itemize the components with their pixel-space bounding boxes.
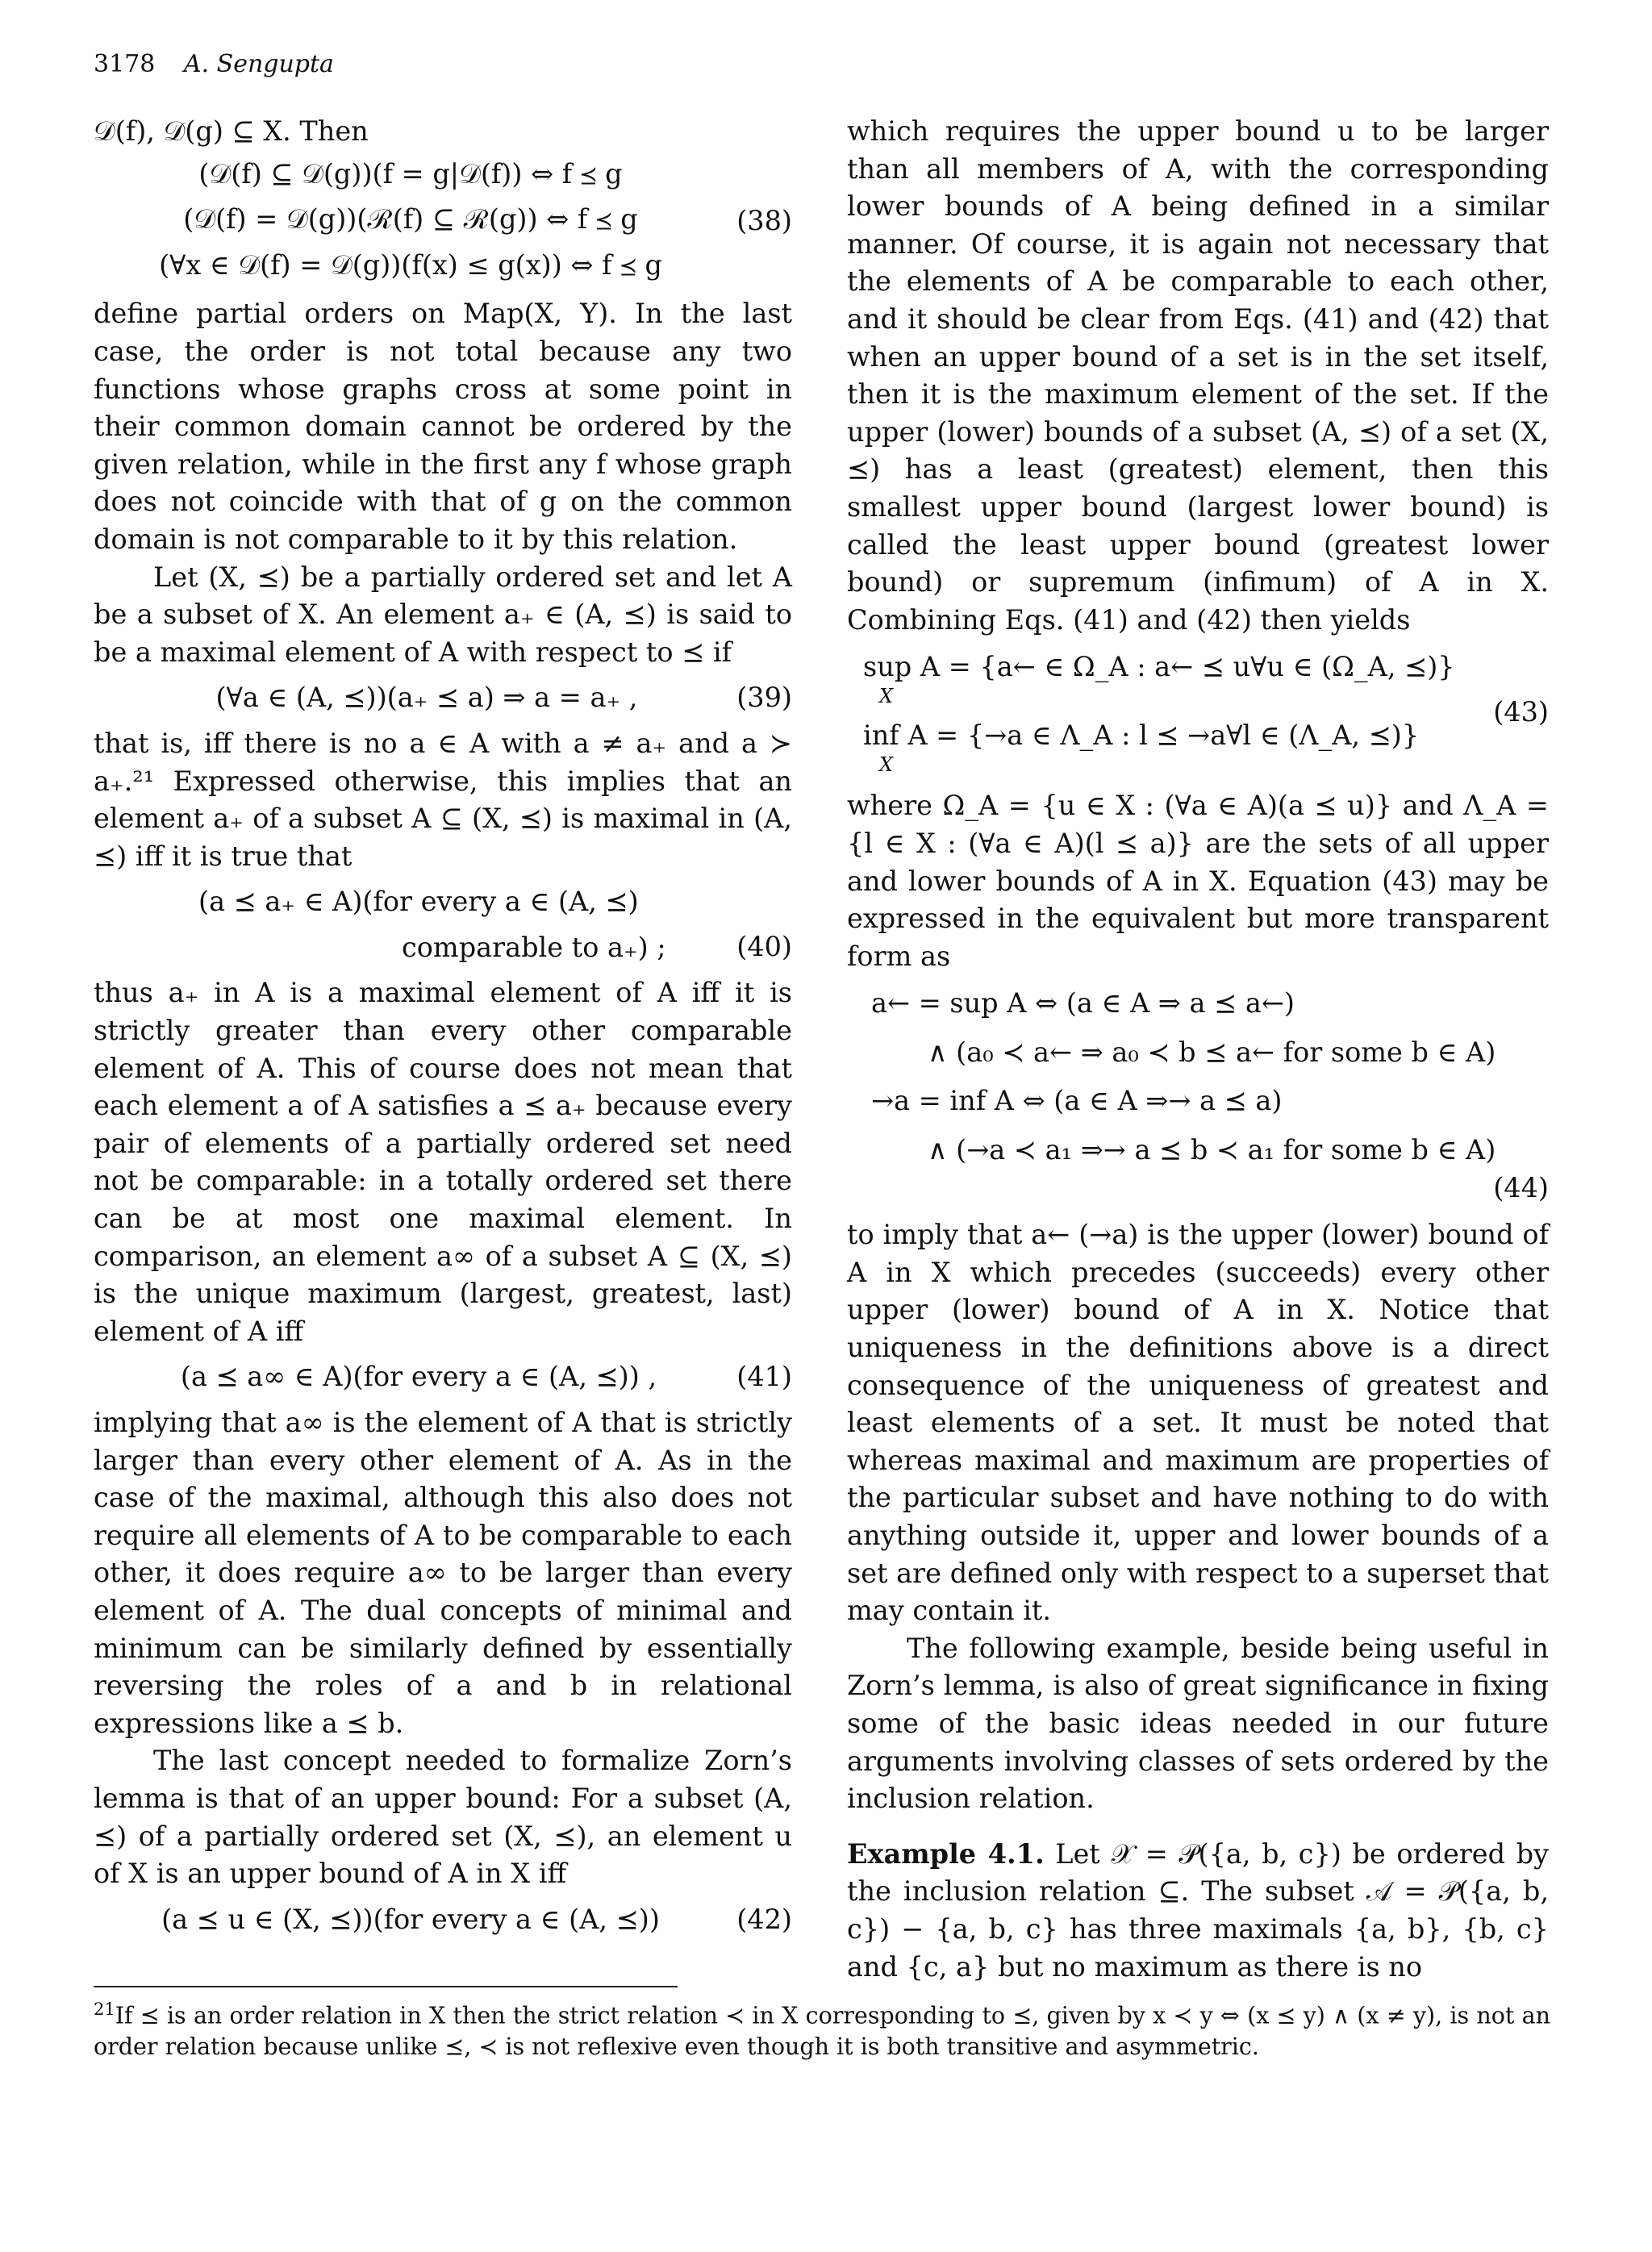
paragraph: define partial orders on Map(X, Y). In the last case, the order is not total because any two functions whose graphs cross at some point in their common domain cannot be ordered by the given relation, while in the first any f whose graph does not coincide with that of g on the common domain is not comparable to it by this relation. bbox=[94, 298, 792, 555]
equation-39 bbox=[94, 679, 792, 717]
eq38-line-3: (∀x ∈ 𝒟(f) = 𝒟(g))(f(x) ≤ g(x)) ⇔ f ⪯ g bbox=[159, 248, 662, 281]
footnote-21 bbox=[94, 1994, 1550, 2062]
paragraph: thus a₊ in A is a maximal element of A iff it is strictly greater than every other comparable element of A. This of course does not mean that each element a of A satisfies a ⪯ a₊ because every pair of elements of a partially ordered set need not be comparable: in a totally ordered set there can be at most one maximal element. In comparison, an element a∞ of a subset A ⊆ (X, ⪯) is the unique maximum (largest, greatest, last) element of A iff bbox=[94, 977, 792, 1347]
equation-38 bbox=[94, 156, 792, 285]
eq39-number: (39) bbox=[736, 682, 792, 714]
eq42-line: (a ⪯ u ∈ (X, ⪯))(for every a ∈ (A, ⪯)) bbox=[161, 1903, 660, 1935]
eq40-line-1: (a ⪯ a₊ ∈ A)(for every a ∈ (A, ⪯) bbox=[198, 886, 639, 918]
paragraph: implying that a∞ is the element of A that is strictly larger than every other element of A. As in the case of the maximal, although this also does not require all elements of A to be comparable to each other, it does require a∞ to be larger than every element of A. The dual concepts of minimal and minimum can be similarly defined by essentially reversing the roles of a and b in relational expressions like a ⪯ b. bbox=[94, 1407, 792, 1739]
footnote-rule bbox=[94, 1986, 678, 1987]
paragraph: which requires the upper bound u to be larger than all members of A, with the corresponding lower bounds of A being defined in a similar manner. Of course, it is again not necessary that the elements of A be comparable to each other, and it should be clear from Eqs. (41) and (42) that when an upper bound of a set is in the set itself, then it is the maximum element of the set. If the upper (lower) bounds of a subset (A, ⪯) of a set (X, ⪯) has a least (greatest) element, then this smallest upper bound (largest lower bound) is called the least upper bound (greatest lower bound) or supremum (infimum) of A in X. Combining Eqs. (41) and (42) then yields bbox=[847, 115, 1549, 636]
eq41-number: (41) bbox=[736, 1361, 792, 1393]
eq43-number: (43) bbox=[1493, 696, 1549, 728]
eq40-line-2: comparable to a₊) ; bbox=[402, 931, 666, 963]
eq39-line: (∀a ∈ (A, ⪯))(a₊ ⪯ a) ⇒ a = a₊ , bbox=[215, 682, 638, 714]
page-number: 3178 bbox=[94, 50, 156, 78]
eq42-number: (42) bbox=[736, 1903, 792, 1935]
equation-42 bbox=[94, 1901, 792, 1939]
eq44-line-3: →a = inf A ⇔ (a ∈ A ⇒→ a ⪯ a) bbox=[871, 1085, 1283, 1117]
eq43-sub-2: X bbox=[879, 753, 894, 776]
equation-44 bbox=[847, 985, 1549, 1207]
eq41-line: (a ⪯ a∞ ∈ A)(for every a ∈ (A, ⪯)) , bbox=[180, 1361, 657, 1393]
left-column bbox=[94, 113, 792, 1946]
example-4-1 bbox=[847, 1836, 1549, 1986]
paragraph: The last concept needed to formalize Zorn’s lemma is that of an upper bound: For a subset (A, ⪯) of a partially ordered set (X, ⪯), an element u of X is an upper bound of A in X iff bbox=[94, 1745, 792, 1890]
eq38-line-2: (𝒟(f) = 𝒟(g))(ℛ(f) ⊆ ℛ(g)) ⇔ f ⪯ g bbox=[183, 203, 638, 236]
paragraph: The following example, beside being useful in Zorn’s lemma, is also of great significance in fixing some of the basic ideas needed in our future arguments involving classes of sets ordered by the inclusion relation. bbox=[847, 1632, 1549, 1815]
paragraph: Let (X, ⪯) be a partially ordered set and let A be a subset of X. An element a₊ ∈ (A, ⪯) is said to be a maximal element of A with respect to ⪯ if bbox=[94, 561, 792, 668]
intro-line: 𝒟(f), 𝒟(g) ⊆ X. Then bbox=[94, 115, 369, 147]
eq43-line-1: sup A = {a← ∈ Ω_A : a← ⪯ u∀u ∈ (Ω_A, ⪯)} bbox=[863, 651, 1455, 683]
eq38-line-1: (𝒟(f) ⊆ 𝒟(g))(f = g|𝒟(f)) ⇔ f ⪯ g bbox=[198, 157, 623, 190]
paragraph: that is, iff there is no a ∈ A with a ≠ a₊ and a ≻ a₊.²¹ Expressed otherwise, this implies that an element a₊ of a subset A ⊆ (X, ⪯) is maximal in (A, ⪯) iff it is true that bbox=[94, 727, 792, 872]
eq43-sub-1: X bbox=[879, 684, 894, 707]
eq40-number: (40) bbox=[736, 931, 792, 963]
equation-41 bbox=[94, 1358, 792, 1396]
right-column bbox=[847, 113, 1549, 1986]
eq38-number: (38) bbox=[736, 204, 792, 236]
paragraph: where Ω_A = {u ∈ X : (∀a ∈ A)(a ⪯ u)} and Λ_A = {l ∈ X : (∀a ∈ A)(l ⪯ a)} are the sets of all upper and lower bounds of A in X. Equation (43) may be expressed in the equivalent but more transparent form as bbox=[847, 790, 1549, 972]
author-name: A. Sengupta bbox=[183, 50, 334, 78]
running-header bbox=[94, 50, 334, 78]
example-text: Let 𝒳 = 𝒫({a, b, c}) be ordered by the inclusion relation ⊆. The subset 𝒜 = 𝒫({a, b, c}) − {a, b, c} has three maximals {a, b}, {b, c} and {c, a} but no maximum as there is no bbox=[847, 1837, 1549, 1983]
equation-40 bbox=[94, 883, 792, 966]
footnote-marker: 21 bbox=[94, 2000, 115, 2019]
example-label: Example 4.1. bbox=[847, 1837, 1045, 1870]
paragraph: to imply that a← (→a) is the upper (lower) bound of A in X which precedes (succeeds) every other upper (lower) bound of A in X. Notice that uniqueness in the definitions above is a direct consequence of the uniqueness of greatest and least elements of a set. It must be noted that whereas maximal and maximum are properties of the particular subset and have nothing to do with anything outside it, upper and lower bounds of a set are defined only with respect to a superset that may contain it. bbox=[847, 1219, 1549, 1627]
eq44-line-1: a← = sup A ⇔ (a ∈ A ⇒ a ⪯ a←) bbox=[871, 987, 1295, 1020]
footnote-text: If ⪯ is an order relation in X then the strict relation ≺ in X corresponding to ⪯, given by x ≺ y ⇔ (x ⪯ y) ∧ (x ≠ y), is not an order relation because unlike ⪯, ≺ is not reflexive even though it is both transitive and asymmetric. bbox=[94, 2002, 1550, 2060]
eq44-line-2: ∧ (a₀ ≺ a← ⇒ a₀ ≺ b ⪯ a← for some b ∈ A) bbox=[928, 1036, 1496, 1068]
equation-43 bbox=[847, 648, 1549, 778]
eq43-line-2: inf A = {→a ∈ Λ_A : l ⪯ →a∀l ∈ (Λ_A, ⪯)} bbox=[863, 719, 1420, 751]
eq44-line-4: ∧ (→a ≺ a₁ ⇒→ a ⪯ b ≺ a₁ for some b ∈ A) bbox=[928, 1134, 1496, 1166]
eq44-number: (44) bbox=[1493, 1171, 1549, 1203]
